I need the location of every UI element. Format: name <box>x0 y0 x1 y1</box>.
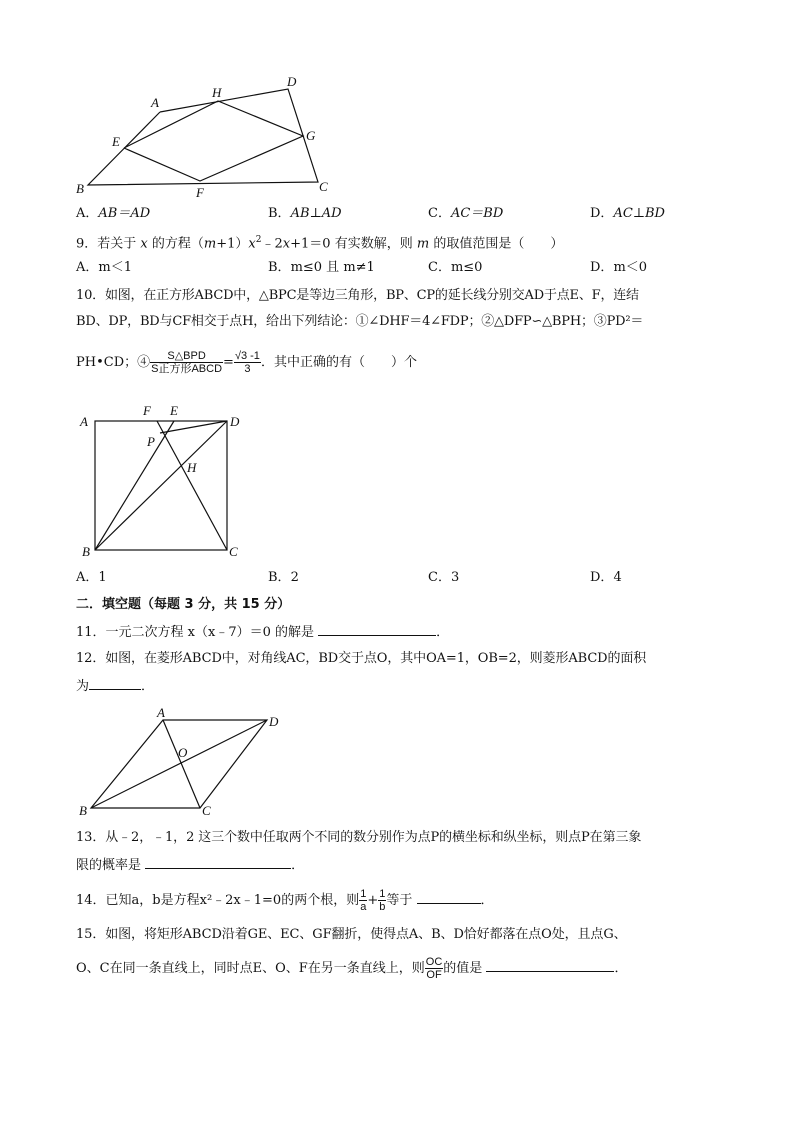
label-B: B <box>82 544 90 559</box>
q10-area-fraction: $\frac{\text{S△BPD}}{\text{S正方形ABCD}}$ <box>151 350 223 375</box>
q10-option-c[interactable]: C．3 <box>428 570 460 585</box>
q10-option-b[interactable]: B．2 <box>268 570 299 585</box>
label-G: G <box>306 128 316 143</box>
q15-line1: 15．如图，将矩形ABCD沿着GE、EC、GF翻折，使得点A、B、D恰好都落在点O处，且点G、 <box>76 927 627 942</box>
section-title-fill-in: 二．填空题（每题 3 分，共 15 分） <box>76 597 291 612</box>
q10-option-d[interactable]: D．4 <box>590 570 622 585</box>
q10-line3: PH•CD；④ $\frac{\text{S△BPD}}{\text{S正方形ABCD}}$ = $\frac{√3 -1}{3}$ ．其中正确的有（ ）个 <box>76 350 417 375</box>
label-D: D <box>230 414 240 429</box>
label-A: A <box>80 414 88 429</box>
quad-outline <box>88 89 318 185</box>
q12-line1: 12．如图，在菱形ABCD中，对角线AC，BD交于点O，其中OA=1，OB=2，则菱形ABCD的面积 <box>76 651 647 666</box>
q12-line2: 为 ． <box>76 679 155 694</box>
label-F: F <box>143 403 151 418</box>
label-D: D <box>287 74 297 89</box>
q9-stem: 9．若关于 x 的方程$(m+1)x^2﹣2x+1=0$ 有实数解，则 m 的取值范围是（ ） <box>76 235 564 252</box>
label-B: B <box>79 803 87 818</box>
label-H: H <box>212 85 222 100</box>
midpoint-quad <box>124 101 303 181</box>
q15-line2: O、C在同一条直线上，同时点E、O、F在另一条直线上，则 $\frac{OC}{OF}$ 的值是 ． <box>76 956 628 981</box>
q12-answer-blank[interactable] <box>89 677 141 690</box>
label-C: C <box>319 179 328 194</box>
label-A: A <box>157 705 165 720</box>
label-F: F <box>196 185 204 200</box>
q15-answer-blank[interactable] <box>486 959 614 972</box>
label-E: E <box>112 134 120 149</box>
label-A: A <box>151 95 159 110</box>
q14-answer-blank[interactable] <box>417 891 481 904</box>
q9-option-a[interactable]: A．m＜1 <box>76 260 132 275</box>
q14-frac-1-over-b: $\frac{1}{b}$ <box>379 888 386 913</box>
q11: 11．一元二次方程 x（x﹣7）＝0 的解是 ． <box>76 625 450 640</box>
figure-square <box>75 398 255 563</box>
q9-option-d[interactable]: D．m＜0 <box>590 260 648 275</box>
q13-line1: 13．从﹣2，﹣1，2 这三个数中任取两个不同的数分别作为点P的横坐标和纵坐标，则点P在第三象 <box>76 830 642 845</box>
q10-value-fraction: $\frac{√3 -1}{3}$ <box>234 350 260 375</box>
label-C: C <box>202 803 211 818</box>
q8-option-c[interactable]: C．AC＝BD <box>428 206 504 221</box>
label-E: E <box>170 403 178 418</box>
q8-option-d[interactable]: D．AC⊥BD <box>590 206 665 221</box>
q15-frac-oc-over-of: $\frac{OC}{OF}$ <box>425 956 443 981</box>
figure-rhombus <box>75 702 290 822</box>
q10-line1: 10．如图，在正方形ABCD中，△BPC是等边三角形，BP、CP的延长线分别交AD于点E、F，连结 <box>76 288 639 303</box>
q10-line2: BD、DP，BD与CF相交于点H，给出下列结论：①∠DHF＝4∠FDP；②△DFP∽△BPH；③PD²＝ <box>76 314 644 329</box>
q14-frac-1-over-a: $\frac{1}{a}$ <box>360 888 367 913</box>
q8-option-a[interactable]: A．AB＝AD <box>76 206 151 221</box>
q10-option-a[interactable]: A．1 <box>76 570 107 585</box>
q14: 14．已知a，b是方程x²﹣2x﹣1=0的两个根，则 $\frac{1}{a}$ + $\frac{1}{b}$ 等于 ． <box>76 888 494 913</box>
label-H: H <box>187 460 197 475</box>
q13-line2: 限的概率是 ． <box>76 858 305 873</box>
q11-answer-blank[interactable] <box>318 623 436 636</box>
q13-answer-blank[interactable] <box>145 856 291 869</box>
label-C: C <box>229 544 238 559</box>
q9-option-b[interactable]: B．m≤0 且 m≠1 <box>268 260 375 275</box>
q8-option-b[interactable]: B．AB⊥AD <box>268 206 342 221</box>
label-D: D <box>269 714 279 729</box>
label-P: P <box>147 434 155 449</box>
figure-quadrilateral <box>70 70 340 202</box>
q9-option-c[interactable]: C．m≤0 <box>428 260 483 275</box>
label-B: B <box>76 181 84 196</box>
label-O: O <box>178 745 188 760</box>
